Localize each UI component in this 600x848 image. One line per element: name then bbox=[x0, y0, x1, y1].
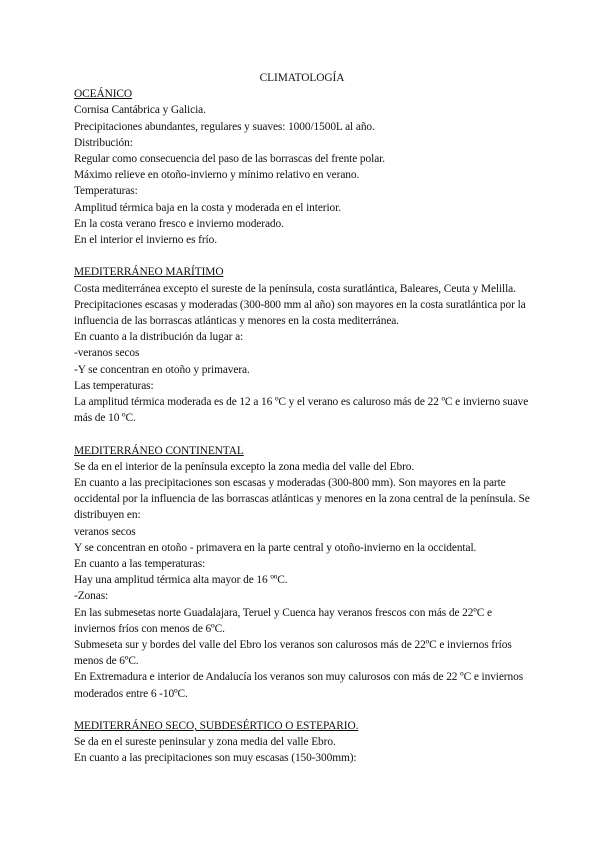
paragraph-line: Máximo relieve en otoño-invierno y mínimo relativo en verano. bbox=[74, 169, 360, 182]
paragraph-line: Amplitud térmica baja en la costa y moderada en el interior. bbox=[74, 201, 341, 214]
paragraph-line: Hay una amplitud térmica alta mayor de 16 ººC. bbox=[74, 574, 288, 587]
paragraph-line: En la costa verano fresco e invierno moderado. bbox=[74, 217, 284, 230]
paragraph-line: Submeseta sur y bordes del valle del Ebro los veranos son calurosos más de 22ºC e inviernos fríos menos de 6ºC. bbox=[74, 639, 512, 668]
paragraph-line: Regular como consecuencia del paso de las borrascas del frente polar. bbox=[74, 153, 385, 166]
document-page bbox=[74, 70, 530, 767]
paragraph-line: En cuanto a las precipitaciones son escasas y moderadas (300-800 mm). Son mayores en la parte occidental por la influencia de las borrascas atlánticas y menores en la zona central de la península. Se distribuyen en: bbox=[74, 477, 530, 522]
section-mediterraneo-maritimo bbox=[74, 264, 530, 426]
section-spacer bbox=[74, 702, 530, 718]
paragraph-line: -Y se concentran en otoño y primavera. bbox=[74, 363, 250, 376]
section-mediterraneo-seco bbox=[74, 718, 530, 767]
paragraph-line: Se da en el sureste peninsular y zona media del valle Ebro. bbox=[74, 736, 336, 749]
paragraph-line: Se da en el interior de la península excepto la zona media del valle del Ebro. bbox=[74, 460, 415, 473]
paragraph-line: En cuanto a las temperaturas: bbox=[74, 558, 206, 571]
section-heading: MEDITERRÁNEO SECO, SUBDESÉRTICO O ESTEPARIO. bbox=[74, 720, 359, 733]
paragraph-line: Distribución: bbox=[74, 136, 133, 149]
section-heading: MEDITERRÁNEO CONTINENTAL bbox=[74, 444, 244, 457]
paragraph-line: Precipitaciones abundantes, regulares y suaves: 1000/1500L al año. bbox=[74, 120, 375, 133]
paragraph-line: veranos secos bbox=[74, 525, 136, 538]
paragraph-line: La amplitud térmica moderada es de 12 a 16 ºC y el verano es caluroso más de 22 ºC e invierno suave más de 10 ºC. bbox=[74, 396, 529, 425]
section-heading: MEDITERRÁNEO MARÍTIMO bbox=[74, 266, 224, 279]
section-mediterraneo-continental bbox=[74, 443, 530, 702]
document-title: CLIMATOLOGÍA bbox=[259, 72, 345, 84]
paragraph-line: Cornisa Cantábrica y Galicia. bbox=[74, 104, 206, 117]
section-oceanico bbox=[74, 86, 530, 248]
paragraph-line: En Extremadura e interior de Andalucía los veranos son muy calurosos con más de 22 ºC e inviernos moderados entre 6 -10ºC. bbox=[74, 671, 524, 700]
section-spacer bbox=[74, 426, 530, 442]
paragraph-line: Y se concentran en otoño - primavera en la parte central y otoño-invierno en la occidental. bbox=[74, 541, 477, 554]
paragraph-line: En cuanto a las precipitaciones son muy escasas (150-300mm): bbox=[74, 752, 357, 765]
paragraph-line: En las submesetas norte Guadalajara, Teruel y Cuenca hay veranos frescos con más de 22ºC e inviernos fríos con menos de 6ºC. bbox=[74, 606, 492, 635]
paragraph-line: Las temperaturas: bbox=[74, 379, 154, 392]
section-heading: OCEÁNICO bbox=[74, 88, 133, 101]
section-spacer bbox=[74, 248, 530, 264]
paragraph-line: Precipitaciones escasas y moderadas (300-800 mm al año) son mayores en la costa suratlántica por la influencia de las borrascas atlánticas y menores en la costa mediterránea. bbox=[74, 298, 526, 328]
paragraph-line: -veranos secos bbox=[74, 347, 140, 360]
paragraph-line: En el interior el invierno es frío. bbox=[74, 234, 217, 247]
paragraph-line: -Zonas: bbox=[74, 590, 109, 603]
paragraph-line: En cuanto a la distribución da lugar a: bbox=[74, 331, 244, 344]
paragraph-line: Temperaturas: bbox=[74, 185, 138, 198]
paragraph-line: Costa mediterránea excepto el sureste de la península, costa suratlántica, Baleares, Ceuta y Melilla. bbox=[74, 282, 516, 295]
